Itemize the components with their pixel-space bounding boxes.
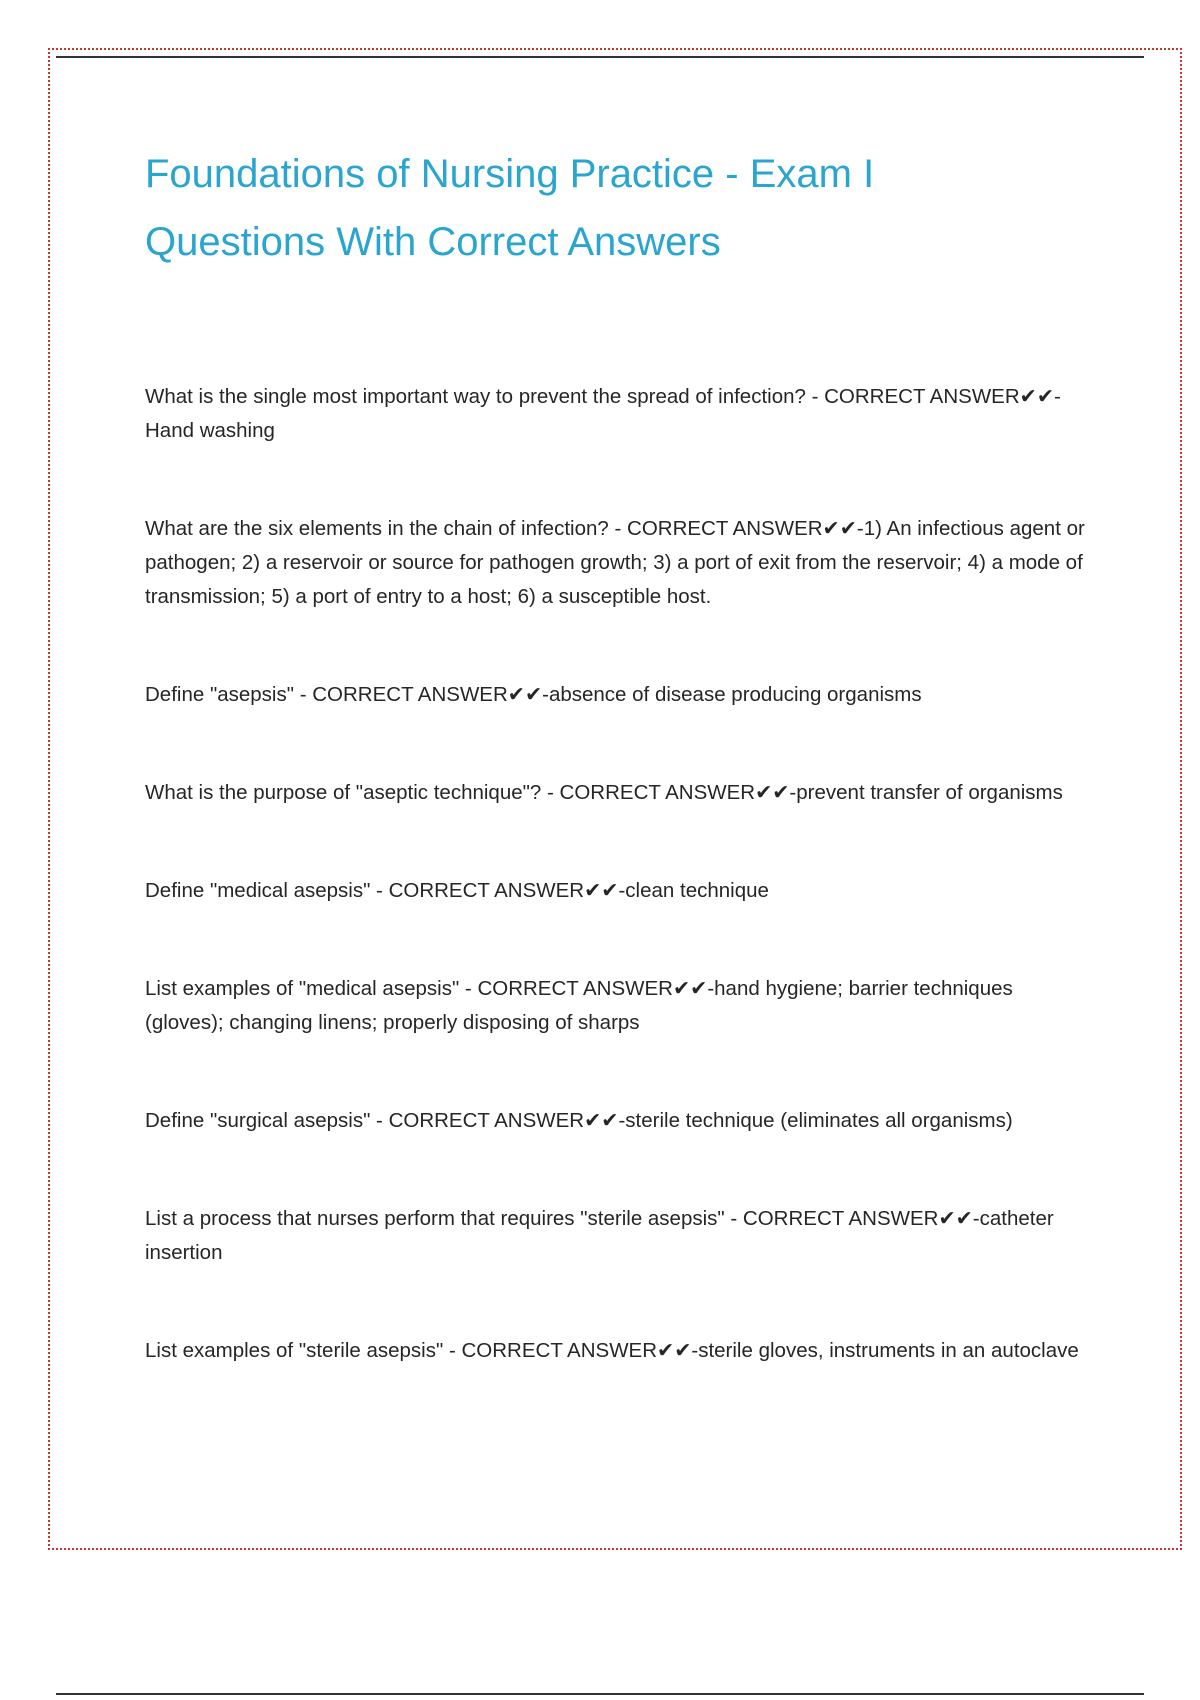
qa-item <box>145 972 1090 1040</box>
document-body <box>145 140 1090 1432</box>
answer-marker: CORRECT ANSWER✔✔- <box>388 1109 626 1132</box>
answer-text: hand hygiene; barrier techniques (gloves); changing linens; properly disposing of sharps <box>145 977 1013 1034</box>
question-text: Define "surgical asepsis" <box>145 1109 371 1132</box>
answer-marker: CORRECT ANSWER✔✔- <box>824 385 1061 408</box>
question-text: What are the six elements in the chain of infection? <box>145 517 609 540</box>
title-line-2: Questions With Correct Answers <box>145 220 721 264</box>
qa-item <box>145 776 1090 810</box>
question-text: Define "medical asepsis" <box>145 879 371 902</box>
answer-marker: CORRECT ANSWER✔✔- <box>461 1339 699 1362</box>
title-line-1: Foundations of Nursing Practice - Exam I <box>145 152 875 196</box>
answer-marker: CORRECT ANSWER✔✔- <box>742 1207 980 1230</box>
answer-marker: CORRECT ANSWER✔✔- <box>477 977 715 1000</box>
header-rule <box>56 56 1144 58</box>
answer-text: absence of disease producing organisms <box>548 683 922 706</box>
answer-text: Hand washing <box>145 419 275 442</box>
qa-item <box>145 1104 1090 1138</box>
answer-marker: CORRECT ANSWER✔✔- <box>388 879 626 902</box>
document-title <box>145 140 1090 276</box>
qa-item <box>145 512 1090 614</box>
qa-list <box>145 380 1090 1368</box>
qa-item <box>145 678 1090 712</box>
answer-text: prevent transfer of organisms <box>796 781 1063 804</box>
question-text: List a process that nurses perform that requires "sterile asepsis" <box>145 1207 725 1230</box>
answer-text: sterile gloves, instruments in an autoclave <box>698 1339 1079 1362</box>
footer-rule <box>56 1693 1144 1695</box>
qa-item <box>145 1334 1090 1368</box>
question-text: What is the single most important way to prevent the spread of infection? <box>145 385 806 408</box>
answer-marker: CORRECT ANSWER✔✔- <box>312 683 549 706</box>
answer-marker: CORRECT ANSWER✔✔- <box>559 781 797 804</box>
question-text: List examples of "medical asepsis" <box>145 977 460 1000</box>
answer-text: catheter insertion <box>145 1207 1054 1264</box>
question-text: What is the purpose of "aseptic technique"? <box>145 781 542 804</box>
qa-item <box>145 1202 1090 1270</box>
qa-item <box>145 874 1090 908</box>
question-text: List examples of "sterile asepsis" <box>145 1339 444 1362</box>
question-text: Define "asepsis" <box>145 683 295 706</box>
answer-text: 1) An infectious agent or pathogen; 2) a reservoir or source for pathogen growth; 3) a port of exit from the reservoir; 4) a mode of transmission; 5) a port of entry to a host; 6) a susceptible host. <box>145 517 1085 608</box>
answer-marker: CORRECT ANSWER✔✔- <box>627 517 864 540</box>
qa-item <box>145 380 1090 448</box>
answer-text: clean technique <box>625 879 769 902</box>
answer-text: sterile technique (eliminates all organisms) <box>625 1109 1013 1132</box>
